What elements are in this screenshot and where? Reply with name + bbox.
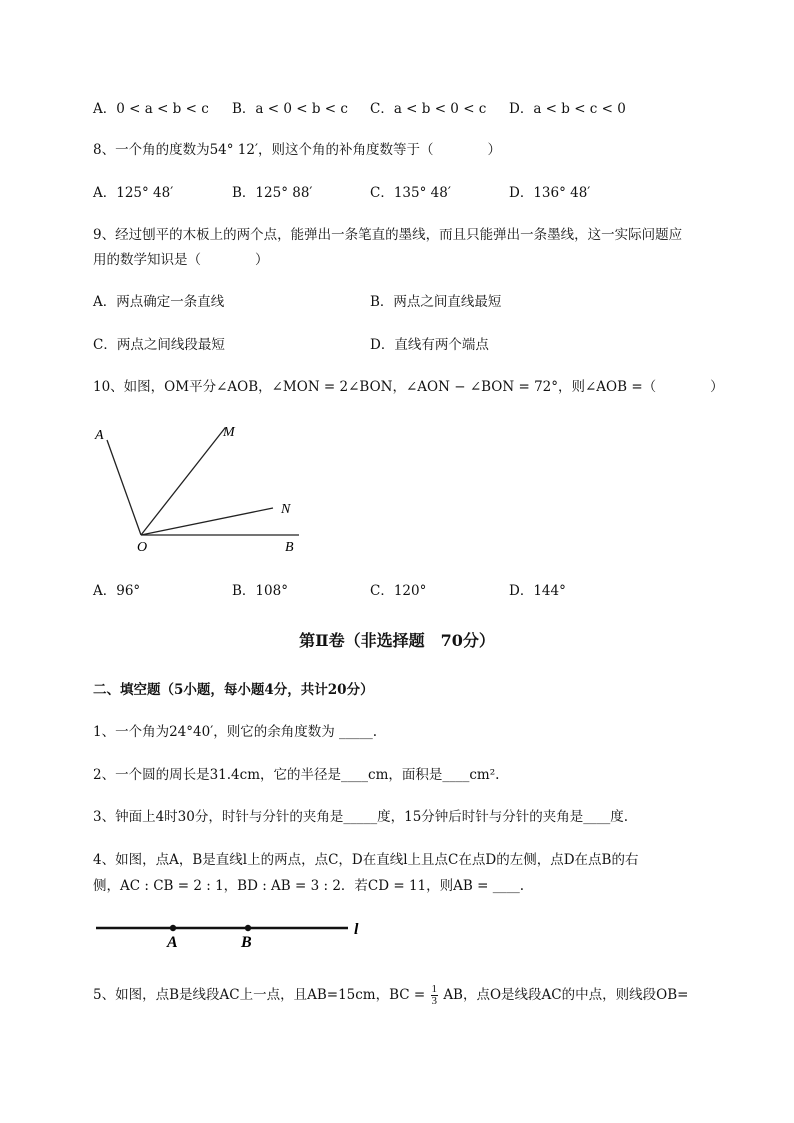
label-a: A [95, 428, 104, 443]
q8-text: 8、一个角的度数为54° 12′，则这个角的补角度数等于（ ） [93, 142, 502, 158]
q4-line-figure [90, 912, 380, 952]
fill-q5 [93, 984, 688, 1007]
point-a [170, 925, 176, 931]
fill-q5-text-after: AB，点O是线段AC的中点，则线段OB= [443, 987, 689, 1003]
fill-q2: 2、一个圆的周长是31.4cm，它的半径是____cm，面积是____cm². [93, 767, 500, 783]
point-b [245, 925, 251, 931]
ray-om [141, 428, 225, 535]
fraction-one-third [431, 984, 439, 1007]
q9-text-line1: 9、经过刨平的木板上的两个点，能弹出一条笔直的墨线，而且只能弹出一条墨线，这一实际问题应 [93, 227, 683, 243]
q10-angle-figure [85, 415, 315, 560]
q9-option-a: A．两点确定一条直线 [93, 294, 225, 310]
label-a: A [167, 934, 178, 951]
q7-option-a: A．0 < a < b < c [93, 101, 209, 117]
label-n: N [281, 502, 291, 517]
q10-option-a: A．96° [93, 583, 141, 599]
ray-oa [107, 440, 141, 535]
q8-option-a: A．125° 48′ [93, 185, 174, 201]
label-m: M [223, 425, 235, 440]
part2-title: 第Ⅱ卷（非选择题 70分） [299, 631, 495, 650]
fill-q3: 3、钟面上4时30分，时针与分针的夹角是_____度，15分钟后时针与分针的夹角是____度. [93, 809, 629, 825]
q9-text-line2: 用的数学知识是（ ） [93, 252, 269, 268]
fill-q1: 1、一个角为24°40′，则它的余角度数为 _____. [93, 724, 378, 740]
label-l: l [354, 921, 359, 938]
ray-on [141, 508, 273, 535]
q8-option-c: C．135° 48′ [370, 185, 451, 201]
q7-option-d: D．a < b < c < 0 [509, 101, 626, 117]
q10-text: 10、如图，OM平分∠AOB，∠MON = 2∠BON，∠AON − ∠BON = 72°，则∠AOB =（ ） [93, 379, 724, 395]
fill-q4-line2: 侧，AC : CB = 2 : 1，BD : AB = 3 : 2．若CD = 11，则AB = ____. [93, 878, 524, 894]
fraction-numerator: 1 [431, 983, 438, 995]
label-b: B [241, 934, 252, 951]
q9-option-d: D．直线有两个端点 [370, 337, 489, 353]
fill-q4-line1: 4、如图，点A，B是直线l上的两点，点C，D在直线l上且点C在点D的左侧，点D在点B的右 [93, 852, 639, 868]
q8-option-d: D．136° 48′ [509, 185, 591, 201]
q10-option-b: B．108° [232, 583, 288, 599]
fill-q5-text-before: 5、如图，点B是线段AC上一点，且AB=15cm，BC = [93, 987, 426, 1003]
q8-option-b: B．125° 88′ [232, 185, 313, 201]
q7-option-b: B．a < 0 < b < c [232, 101, 348, 117]
q7-option-c: C．a < b < 0 < c [370, 101, 487, 117]
fill-section-heading: 二、填空题（5小题，每小题4分，共计20分） [93, 682, 374, 698]
q9-option-c: C．两点之间线段最短 [93, 337, 225, 353]
q9-option-b: B．两点之间直线最短 [370, 294, 502, 310]
q10-option-c: C．120° [370, 583, 427, 599]
label-b: B [285, 540, 294, 555]
label-o: O [137, 540, 148, 555]
fraction-denominator: 3 [431, 995, 438, 1007]
q10-option-d: D．144° [509, 583, 566, 599]
